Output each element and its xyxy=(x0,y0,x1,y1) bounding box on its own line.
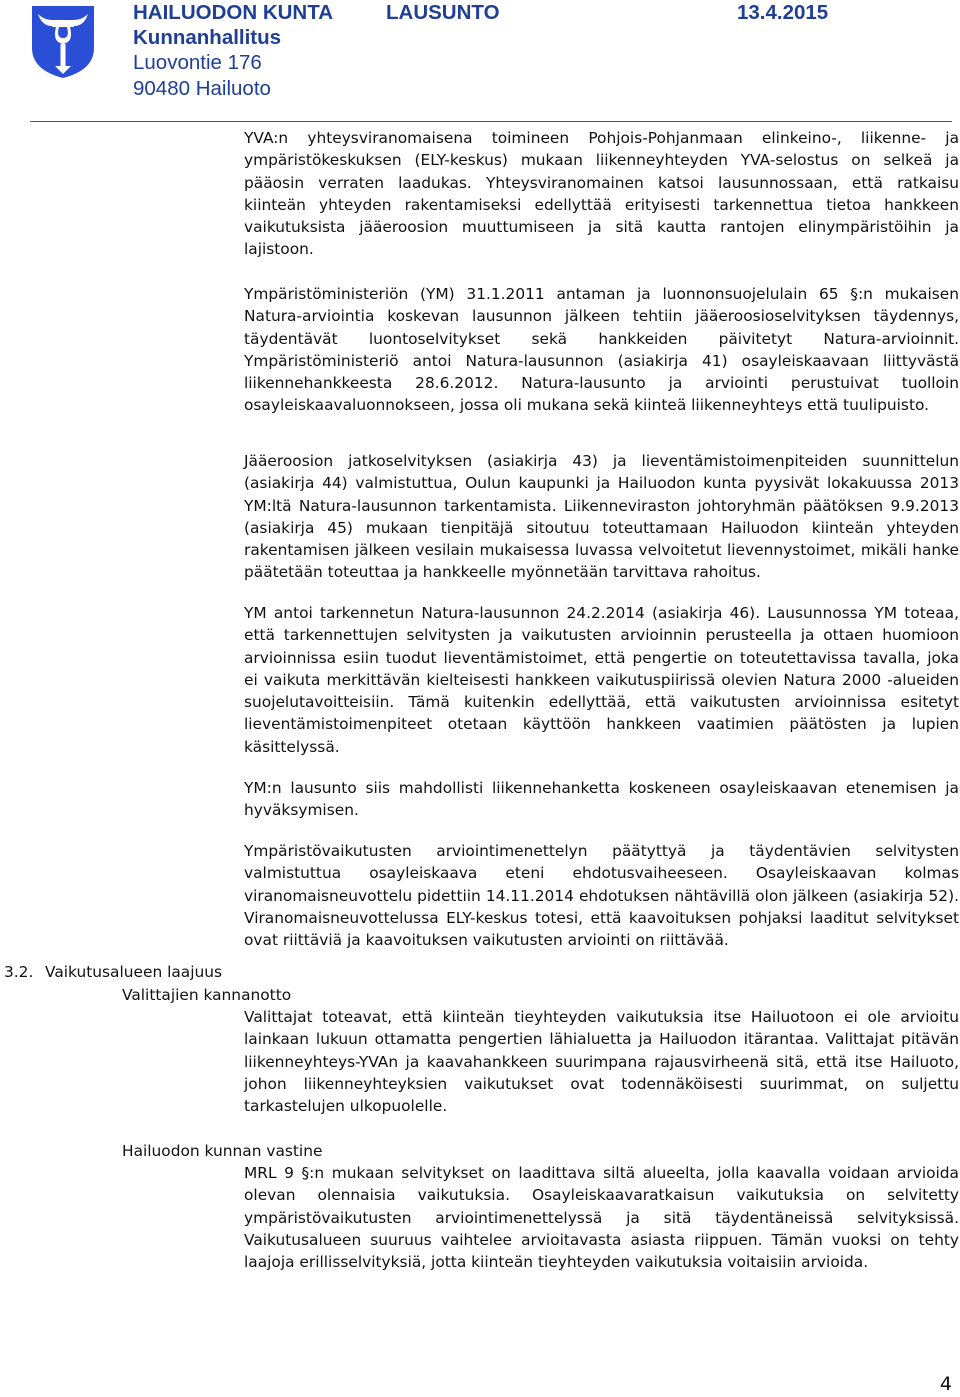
subheading-appellants: Valittajien kannanotto xyxy=(122,986,292,1004)
body-text: Valittajat toteavat, että kiinteän tieyhteyden vaikutuksia itse Hailuotoon ei ole arvioitu lainkaan lukuun ottamatta pengertien lähialuetta ja Hailuodon itärantaa. Valittajat pitävän liikenneyhteys-YVAn ja kaavahankkeen suurimpana rajausvirheenä sitä, että itse Hailuoto, johon liikenneyhteyksien vaikutukset ovat todennäköisesti suurimmat, on suljettu tarkastelujen ulkopuolelle. xyxy=(244,1008,959,1116)
paragraph-response xyxy=(244,1162,959,1273)
street-address: Luovontie 176 xyxy=(133,51,262,74)
letterhead xyxy=(0,0,960,122)
page-number: 4 xyxy=(939,1373,952,1395)
department: Kunnanhallitus xyxy=(133,26,282,49)
header-divider xyxy=(30,121,952,122)
paragraph-eia-completion xyxy=(244,840,959,951)
org-name: HAILUODON KUNTA xyxy=(133,1,334,24)
paragraph-ym-natura xyxy=(244,283,959,417)
subheading-response: Hailuodon kunnan vastine xyxy=(122,1142,323,1160)
paragraph-appellants xyxy=(244,1006,959,1117)
coat-of-arms-icon xyxy=(30,4,96,80)
paragraph-ice-erosion xyxy=(244,450,959,584)
section-title: Vaikutusalueen laajuus xyxy=(45,963,223,981)
section-number: 3.2. xyxy=(4,963,34,981)
body-text: MRL 9 §:n mukaan selvitykset on laadittava siltä alueelta, jolla kaavalla voidaan arvioida olevan olennaisia vaikutuksia. Osayleiskaavaratkaisun vaikutuksia on selvitetty ympäristövaikutusten arviointimenettelyssä ja sitä täydentäneissä selvityksissä. Vaikutusalueen suuruus vaihtelee arvioitavasta asiasta riippuen. Tämän vuoksi on tehty laajoja erillisselvityksiä, jotta kiinteän tieyhteyden vaikutuksia voitaisiin arvioida. xyxy=(244,1164,959,1272)
postal-address: 90480 Hailuoto xyxy=(133,77,271,100)
body-text: Jääeroosion jatkoselvityksen (asiakirja 43) ja lieventämistoimenpiteiden suunnittelun (asiakirja 44) valmistuttua, Oulun kaupunki ja Hailuodon kunta pyysivät lokakuussa 2013 YM:ltä Natura-lausunnon tarkentamista. Liikenneviraston johtoryhmän päätöksen 9.9.2013 (asiakirja 45) mukaan tienpitäjä sitoutuu toteuttamaan Hailuodon kiinteän yhteyden rakentamisen jälkeen vesilain mukaisessa luvassa velvoitetut lievennystoimet, mikäli hanke päätetään toteuttaa ja hankkeelle myönnetään tarvittava rahoitus. xyxy=(244,452,959,582)
body-text: YVA:n yhteysviranomaisena toimineen Pohjois-Pohjanmaan elinkeino-, liikenne- ja ympäristökeskuksen (ELY-keskus) mukaan liikenneyhteyden YVA-selostus on selkeä ja pääosin verraten laadukas. Yhteysviranomainen katsoi lausunnossaan, että ratkaisu kiinteän yhteyden rakentamiseksi edellyttää erityisesti tarkennettua tietoa hankkeen vaikutuksista jääeroosion muuttumiseen ja sitä kautta rantojen elinympäristöihin ja lajistoon. xyxy=(244,129,959,259)
body-text: Ympäristöministeriön (YM) 31.1.2011 antaman ja luonnonsuojelulain 65 §:n mukaisen Natura-arviointia koskevan lausunnon jälkeen tehtiin jääeroosioselvityksen täydennys, täydentävät luontoselvitykset sekä hankkeiden päivitetyt Natura-arvioinnit. Ympäristöministeriö antoi Natura-lausunnon (asiakirja 41) osayleiskaavaan liittyvästä liikennehankkeesta 28.6.2012. Natura-lausunto ja arviointi perustuivat tuolloin osayleiskaavaluonnokseen, jossa oli mukana sekä kiinteä liikenneyhteys että tuulipuisto. xyxy=(244,285,959,415)
paragraph-ym-refined xyxy=(244,602,959,758)
paragraph-ely-statement xyxy=(244,127,959,261)
doc-date: 13.4.2015 xyxy=(737,1,829,24)
body-text: YM:n lausunto siis mahdollisti liikennehanketta koskeneen osayleiskaavan etenemisen ja hyväksymisen. xyxy=(244,779,959,820)
body-text: YM antoi tarkennetun Natura-lausunnon 24.2.2014 (asiakirja 46). Lausunnossa YM toteaa, että tarkennettujen selvitysten ja vaikutusten arvioinnin perusteella ja ottaen huomioon arvioinnissa esiin tuodut lieventämistoimet, että pengertie on toteutettavissa tavalla, joka ei vaikuta merkittävän kielteisesti hankkeen vaikutuspiirissä olevien Natura 2000 -alueiden suojelutavoitteisiin. Tämä kuitenkin edellyttää, että vaikutusten arvioinnissa esitetyt lieventämistoimenpiteet otetaan käyttöön hankkeen vaatimien päätösten ja lupien käsittelyssä. xyxy=(244,604,959,756)
doc-type: LAUSUNTO xyxy=(386,1,500,24)
paragraph-ym-conclusion xyxy=(244,777,959,822)
body-text: Ympäristövaikutusten arviointimenettelyn päätyttyä ja täydentävien selvitysten valmistuttua osayleiskaava eteni ehdotusvaiheeseen. Osayleiskaavan kolmas viranomaisneuvottelu pidettiin 14.11.2014 ehdotuksen nähtävillä olon jälkeen (asiakirja 52). Viranomaisneuvottelussa ELY-keskus totesi, että kaavoituksen pohjaksi laaditut selvitykset ovat riittäviä ja kaavoituksen vaikutusten arviointi on riittävää. xyxy=(244,842,959,950)
